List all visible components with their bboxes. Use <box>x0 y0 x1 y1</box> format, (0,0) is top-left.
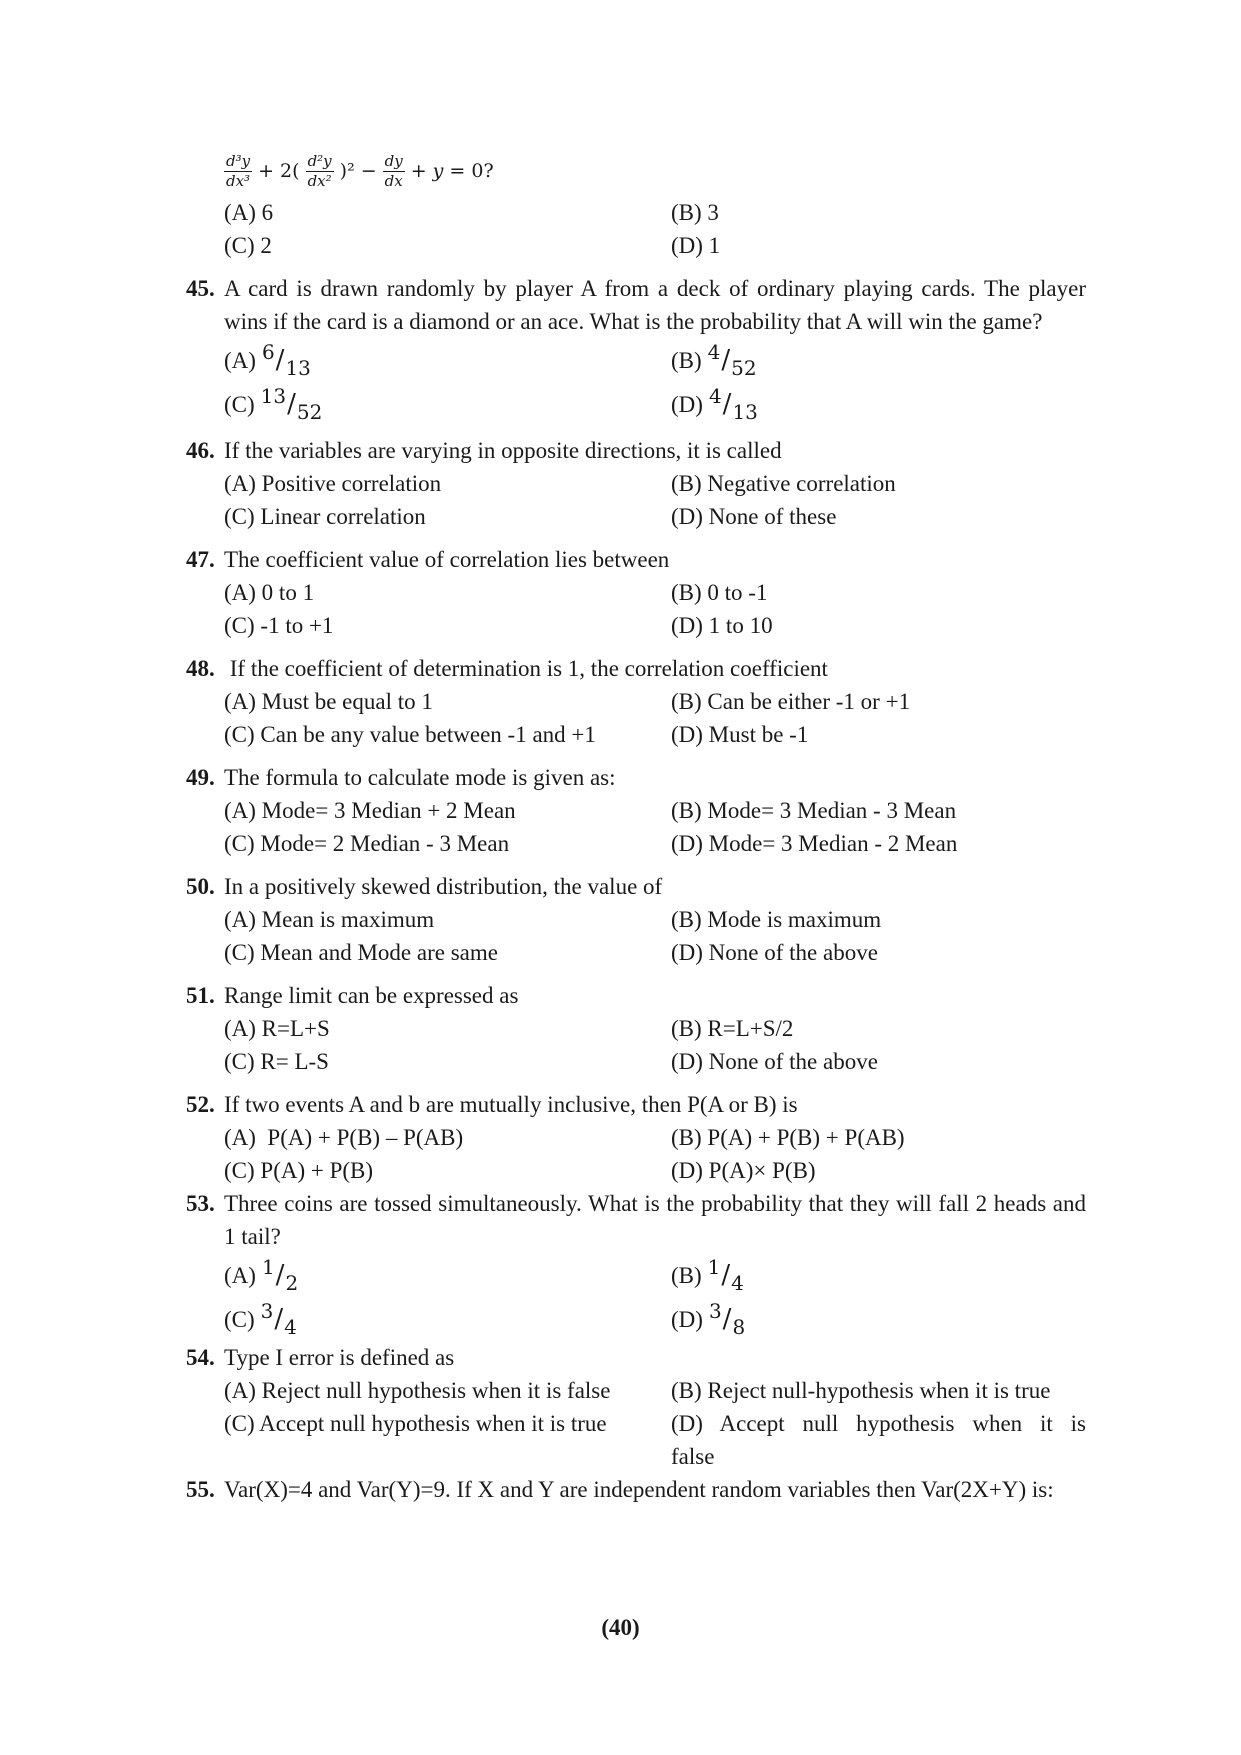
option-c: (C) -1 to +1 <box>224 613 334 638</box>
question-text: The formula to calculate mode is given as: <box>224 765 616 790</box>
question-text: Three coins are tossed simultaneously. What is the probability that they will fall 2 heads and 1 tail? <box>224 1191 1086 1249</box>
fraction: 1 / 4 <box>708 1259 744 1292</box>
differential-equation: $\frac{\text{d³y}}{\text{dx³}}$ + 2( $\frac{\text{d²y}}{\text{dx²}}$ )² − $\frac{dy}{dx}$ + y = 0? <box>226 151 494 190</box>
option-label: (A) <box>224 347 256 373</box>
option-label: (C) <box>224 1306 255 1332</box>
option-d: (D) None of these <box>671 504 837 529</box>
options-grid <box>224 1253 1086 1341</box>
option-label: (C) <box>224 391 255 417</box>
option-d: (D) None of the above <box>671 940 878 965</box>
options-grid <box>224 196 1086 262</box>
option-c: (C) Accept null hypothesis when it is true <box>224 1411 607 1436</box>
fraction: 3 / 8 <box>709 1303 745 1336</box>
option-c: (C) 2 <box>224 233 272 258</box>
question-text: If the variables are varying in opposite directions, it is called <box>224 438 782 463</box>
fraction-numerator: 4 <box>708 383 722 408</box>
question-47 <box>186 543 1086 642</box>
option-b <box>671 338 1086 382</box>
option-b: (B) Mode= 3 Median - 3 Mean <box>671 798 957 823</box>
page-number: (40) <box>601 1615 640 1640</box>
question-list <box>186 146 1092 1506</box>
fraction-dy-dx: $\frac{dy}{dx}$ <box>384 151 403 190</box>
options-grid <box>224 1012 1086 1078</box>
option-c: (C) R= L-S <box>224 1049 329 1074</box>
question-49 <box>186 761 1086 860</box>
fraction-numerator: 3 <box>708 1298 722 1323</box>
fraction: 6 / 13 <box>262 344 311 377</box>
option-a: (A) Mode= 3 Median + 2 Mean <box>224 798 516 823</box>
fraction-d2y-dx2: $\frac{\text{d²y}}{\text{dx²}}$ <box>307 151 332 190</box>
option-a: (A) P(A) + P(B) – P(AB) <box>224 1125 464 1150</box>
question-number: 55. <box>186 1477 215 1502</box>
question-text: Range limit can be expressed as <box>224 983 519 1008</box>
equation-tail: = 0? <box>449 160 494 182</box>
option-d: (D) None of the above <box>671 1049 878 1074</box>
option-b: (B) 0 to -1 <box>671 580 768 605</box>
option-d: (D) Must be -1 <box>671 722 809 747</box>
fraction-denominator: 52 <box>296 399 323 424</box>
option-b: (B) Negative correlation <box>671 471 896 496</box>
fraction-denominator: 4 <box>284 1314 297 1339</box>
option-a <box>224 1253 671 1297</box>
option-a: (A) 0 to 1 <box>224 580 315 605</box>
option-c <box>224 382 671 426</box>
option-a: (A) 6 <box>224 200 274 225</box>
fraction: 4 / 52 <box>708 344 757 377</box>
option-d: (D) 1 to 10 <box>671 613 773 638</box>
question-48 <box>186 652 1086 751</box>
question-50 <box>186 870 1086 969</box>
options-grid <box>224 794 1086 860</box>
option-a: (A) Reject null hypothesis when it is false <box>224 1378 611 1403</box>
option-label: (B) <box>671 347 702 373</box>
question-45 <box>186 272 1086 426</box>
option-b: (B) Can be either -1 or +1 <box>671 689 911 714</box>
question-54 <box>186 1341 1092 1473</box>
question-number: 50. <box>186 874 215 899</box>
question-number: 45. <box>186 276 215 301</box>
options-grid <box>224 685 1086 751</box>
option-label: (A) <box>224 1262 256 1288</box>
options-grid <box>224 1121 1086 1187</box>
option-label: (D) <box>671 1306 703 1332</box>
option-a <box>224 338 671 382</box>
options-grid <box>224 576 1086 642</box>
fraction: 3 / 4 <box>261 1303 297 1336</box>
question-text: A card is drawn randomly by player A from a deck of ordinary playing cards. The player wins if the card is a diamond or an ace. What is the probability that A will win the game? <box>224 276 1086 334</box>
option-c: (C) Can be any value between -1 and +1 <box>224 722 596 747</box>
question-52 <box>186 1088 1086 1187</box>
question-text: In a positively skewed distribution, the value of <box>224 874 663 899</box>
fraction-denominator: 2 <box>285 1270 299 1295</box>
question-number: 47. <box>186 547 215 572</box>
fraction-denominator: 13 <box>732 399 758 424</box>
option-b: (B) 3 <box>671 200 719 225</box>
options-grid <box>224 1374 1092 1473</box>
question-text: If two events A and b are mutually inclusive, then P(A or B) is <box>224 1092 798 1117</box>
question-text: Var(X)=4 and Var(Y)=9. If X and Y are independent random variables then Var(2X+Y) is: <box>224 1477 1054 1502</box>
fraction-numerator: 4 <box>707 339 721 364</box>
option-a: (A) R=L+S <box>224 1016 330 1041</box>
option-d <box>671 382 1086 426</box>
question-number: 49. <box>186 765 215 790</box>
question-number: 53. <box>186 1191 215 1216</box>
question-44-options-block <box>186 196 1086 262</box>
option-label: (B) <box>671 1262 702 1288</box>
question-55 <box>186 1473 1086 1506</box>
question-number: 46. <box>186 438 215 463</box>
option-d: (D) Accept null hypothesis when it is false <box>671 1411 1092 1469</box>
option-c: (C) P(A) + P(B) <box>224 1158 374 1183</box>
options-grid <box>224 467 1086 533</box>
option-d: (D) P(A)× P(B) <box>671 1158 816 1183</box>
question-text: Type I error is defined as <box>224 1345 455 1370</box>
fraction-numerator: 3 <box>260 1298 274 1323</box>
option-c: (C) Mode= 2 Median - 3 Mean <box>224 831 510 856</box>
question-51 <box>186 979 1086 1078</box>
option-c: (C) Linear correlation <box>224 504 426 529</box>
option-a: (A) Must be equal to 1 <box>224 689 433 714</box>
fraction-denominator: 52 <box>731 355 757 380</box>
option-d: (D) Mode= 3 Median - 2 Mean <box>671 831 958 856</box>
option-b: (B) R=L+S/2 <box>671 1016 794 1041</box>
fraction: 1 / 2 <box>262 1259 298 1292</box>
option-d: (D) 1 <box>671 233 721 258</box>
fraction-numerator: 6 <box>261 339 275 364</box>
option-c <box>224 1297 671 1341</box>
question-53 <box>186 1187 1086 1341</box>
fraction: 13 / 52 <box>261 388 323 421</box>
option-b: (B) Reject null-hypothesis when it is true <box>671 1378 1051 1403</box>
fraction-numerator: 1 <box>707 1254 721 1279</box>
fraction-d3y-dx3: $\frac{\text{d³y}}{\text{dx³}}$ <box>226 151 251 190</box>
question-text: If the coefficient of determination is 1, the correlation coefficient <box>224 656 828 681</box>
option-label: (D) <box>671 391 703 417</box>
option-b: (B) P(A) + P(B) + P(AB) <box>671 1125 905 1150</box>
option-b: (B) Mode is maximum <box>671 907 882 932</box>
fraction-denominator: 13 <box>285 355 311 380</box>
question-number: 51. <box>186 983 215 1008</box>
fraction-denominator: 8 <box>732 1314 746 1339</box>
option-b <box>671 1253 1086 1297</box>
question-text: The coefficient value of correlation lies between <box>224 547 670 572</box>
option-a: (A) Positive correlation <box>224 471 442 496</box>
fraction: 4 / 13 <box>709 388 758 421</box>
fraction-denominator: 4 <box>731 1270 744 1295</box>
question-number: 52. <box>186 1092 215 1117</box>
option-d <box>671 1297 1086 1341</box>
option-a: (A) Mean is maximum <box>224 907 435 932</box>
question-number: 48. <box>186 656 215 681</box>
fraction-numerator: 13 <box>260 383 287 408</box>
option-c: (C) Mean and Mode are same <box>224 940 498 965</box>
options-grid <box>224 903 1086 969</box>
question-number: 54. <box>186 1345 215 1370</box>
question-46 <box>186 434 1086 533</box>
fraction-numerator: 1 <box>261 1254 275 1279</box>
options-grid <box>224 338 1086 426</box>
